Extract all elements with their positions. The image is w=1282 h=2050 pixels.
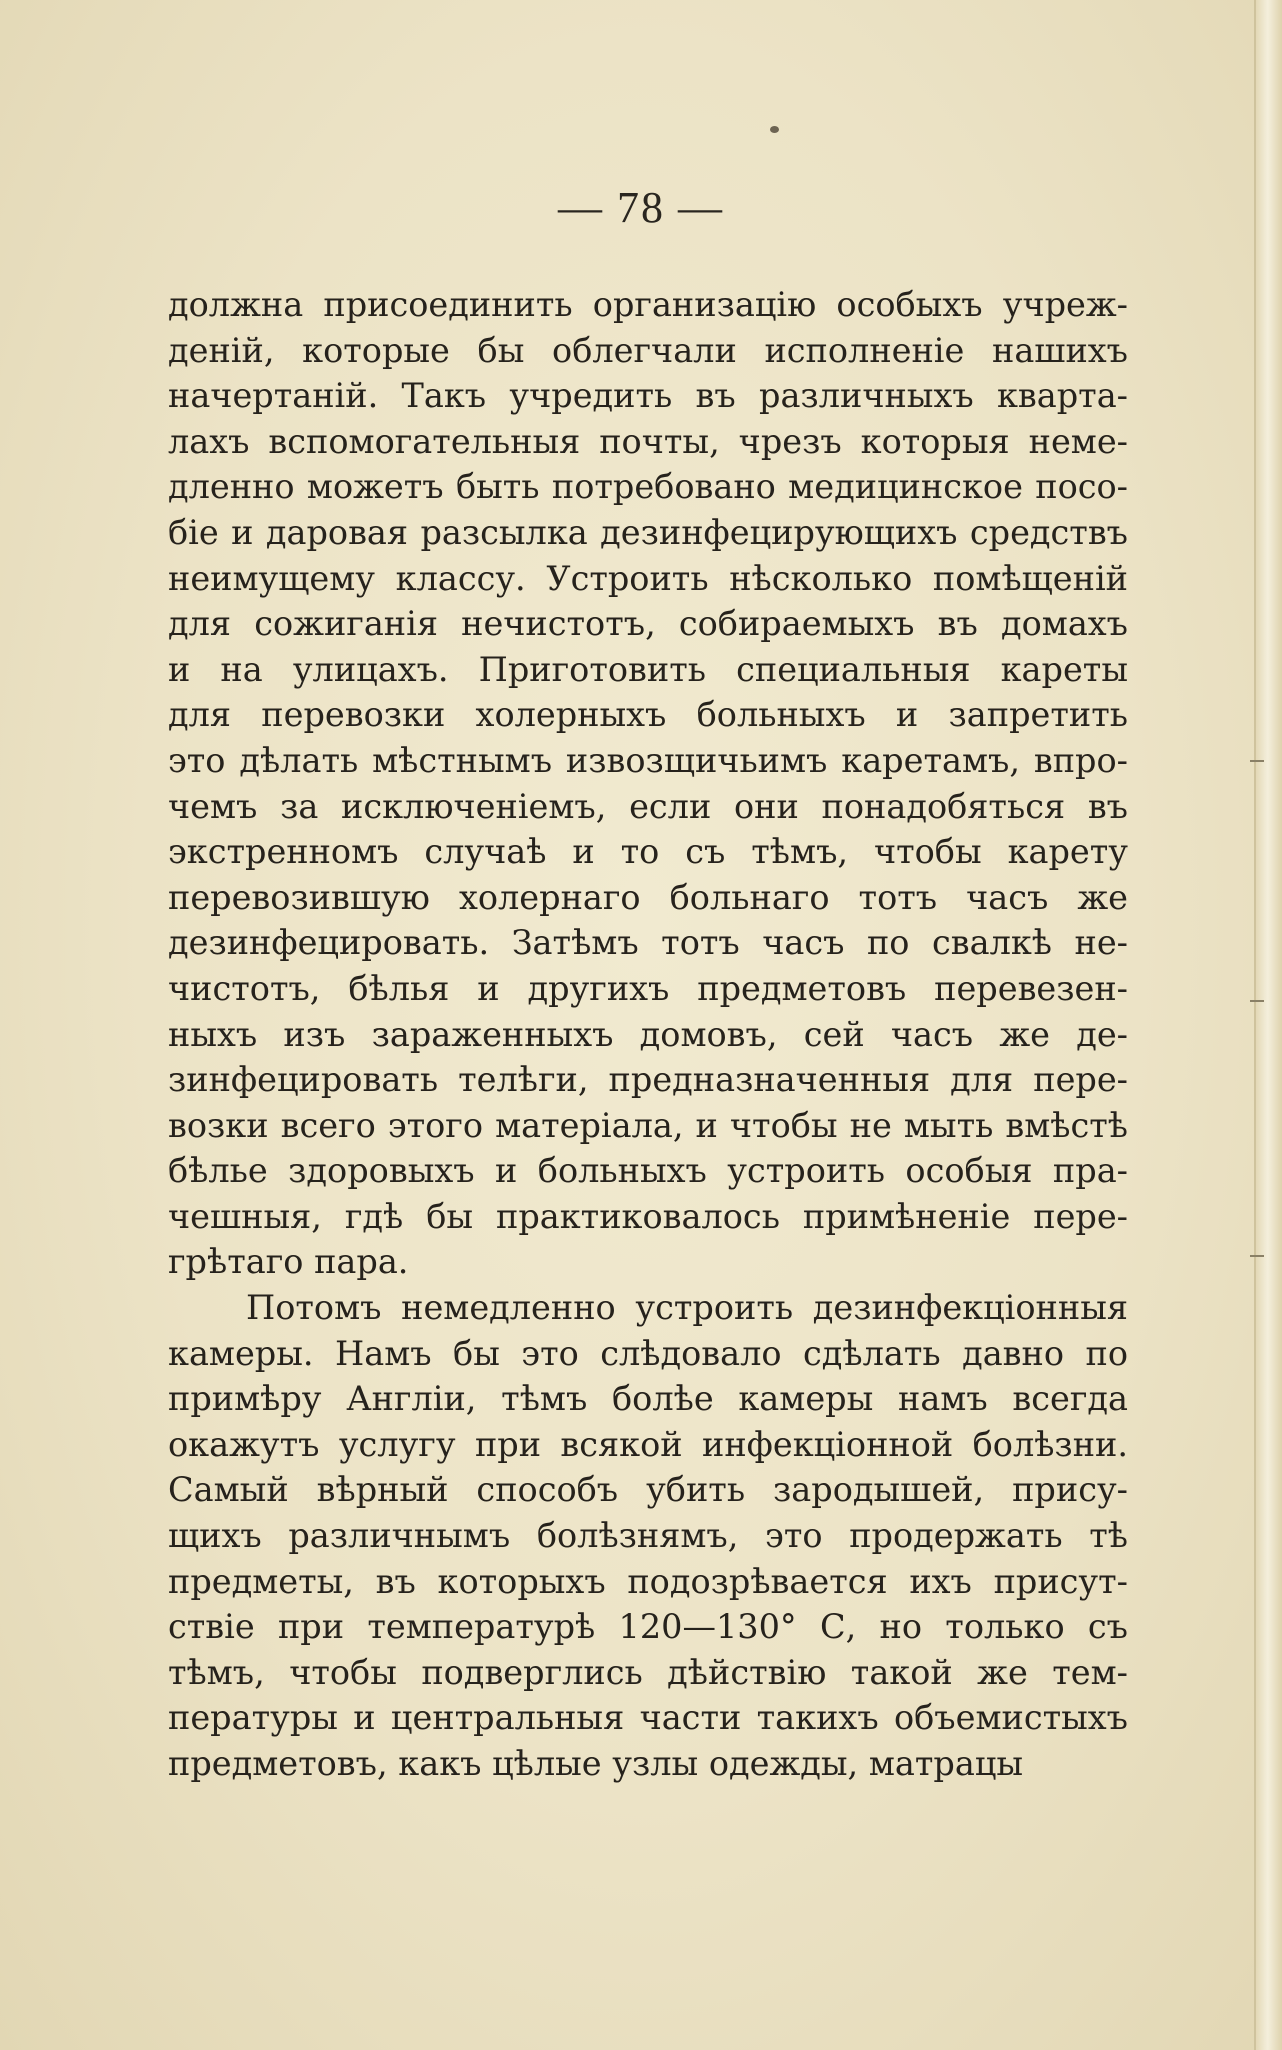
text-line: тѣмъ, чтобы подверглись дѣйствію такой же тем- <box>168 1652 1128 1692</box>
text-line: чистотъ, бѣлья и другихъ предметовъ перевезен- <box>168 968 1128 1008</box>
text-line: щихъ различнымъ болѣзнямъ, это продержать тѣ <box>168 1516 1128 1556</box>
text-line: предметовъ, какъ цѣлые узлы одежды, матрацы <box>168 1744 1024 1783</box>
text-line: чемъ за исключеніемъ, если они понадобяться въ <box>168 786 1128 826</box>
page-number: — 78 — <box>558 183 724 232</box>
text-line: окажутъ услугу при всякой инфекціонной болѣзни. <box>168 1424 1128 1464</box>
text-line: камеры. Намъ бы это слѣдовало сдѣлать давно по <box>168 1333 1128 1373</box>
text-line: и на улицахъ. Приготовить специальныя кареты <box>168 649 1128 689</box>
page-edge <box>1254 0 1282 2050</box>
text-line: грѣтаго пара. <box>168 1242 409 1282</box>
edge-mark <box>1250 1000 1264 1002</box>
text-line: примѣру Англіи, тѣмъ болѣе камеры намъ всегда <box>168 1379 1128 1419</box>
text-line: ствіе при температурѣ 120—130° С, но только съ <box>168 1607 1128 1647</box>
text-line: должна присоединить организацію особыхъ учреж- <box>168 285 1128 324</box>
ink-speck <box>770 126 779 133</box>
text-line: для перевозки холерныхъ больныхъ и запретить <box>168 695 1128 735</box>
text-line: предметы, въ которыхъ подозрѣвается ихъ присут- <box>168 1561 1128 1601</box>
text-line: бѣлье здоровыхъ и больныхъ устроить особыя пра- <box>168 1151 1128 1191</box>
edge-mark <box>1250 760 1264 762</box>
text-line: біе и даровая разсылка дезинфецирующихъ средствъ <box>168 512 1128 552</box>
text-line: неимущему классу. Устроить нѣсколько помѣщеній <box>168 558 1128 598</box>
edge-mark <box>1250 1255 1264 1257</box>
text-line: возки всего этого матеріала, и чтобы не мыть вмѣстѣ <box>168 1105 1128 1145</box>
paragraph <box>168 1285 1128 1787</box>
text-line: лахъ вспомогательныя почты, чрезъ которыя неме- <box>168 421 1128 461</box>
text-line: это дѣлать мѣстнымъ извозщичьимъ каретамъ, впро- <box>168 740 1128 780</box>
text-line: дезинфецировать. Затѣмъ тотъ часъ по свалкѣ не- <box>168 923 1128 963</box>
text-line: перевозившую холернаго больнаго тотъ часъ же <box>168 877 1128 917</box>
text-line: начертаній. Такъ учредить въ различныхъ кварта- <box>168 376 1128 416</box>
body-text <box>168 282 1128 1787</box>
text-line: ныхъ изъ зараженныхъ домовъ, сей часъ же де- <box>168 1014 1128 1054</box>
text-line: деній, которые бы облегчали исполненіе нашихъ <box>168 330 1128 370</box>
text-line: чешныя, гдѣ бы практиковалось примѣненіе пере- <box>168 1196 1128 1236</box>
text-line: Потомъ немедленно устроить дезинфекціонныя <box>246 1288 1128 1328</box>
text-line: для сожиганія нечистотъ, собираемыхъ въ домахъ <box>168 604 1128 644</box>
text-line: экстренномъ случаѣ и то съ тѣмъ, чтобы карету <box>168 832 1128 872</box>
text-line: зинфецировать телѣги, предназначенныя для пере- <box>168 1060 1128 1100</box>
text-line: пературы и центральныя части такихъ объемистыхъ <box>168 1698 1128 1738</box>
text-line: дленно можетъ быть потребовано медицинское посо- <box>168 467 1128 507</box>
text-line: Самый вѣрный способъ убить зародышей, прису- <box>168 1470 1128 1510</box>
paragraph <box>168 282 1128 1285</box>
